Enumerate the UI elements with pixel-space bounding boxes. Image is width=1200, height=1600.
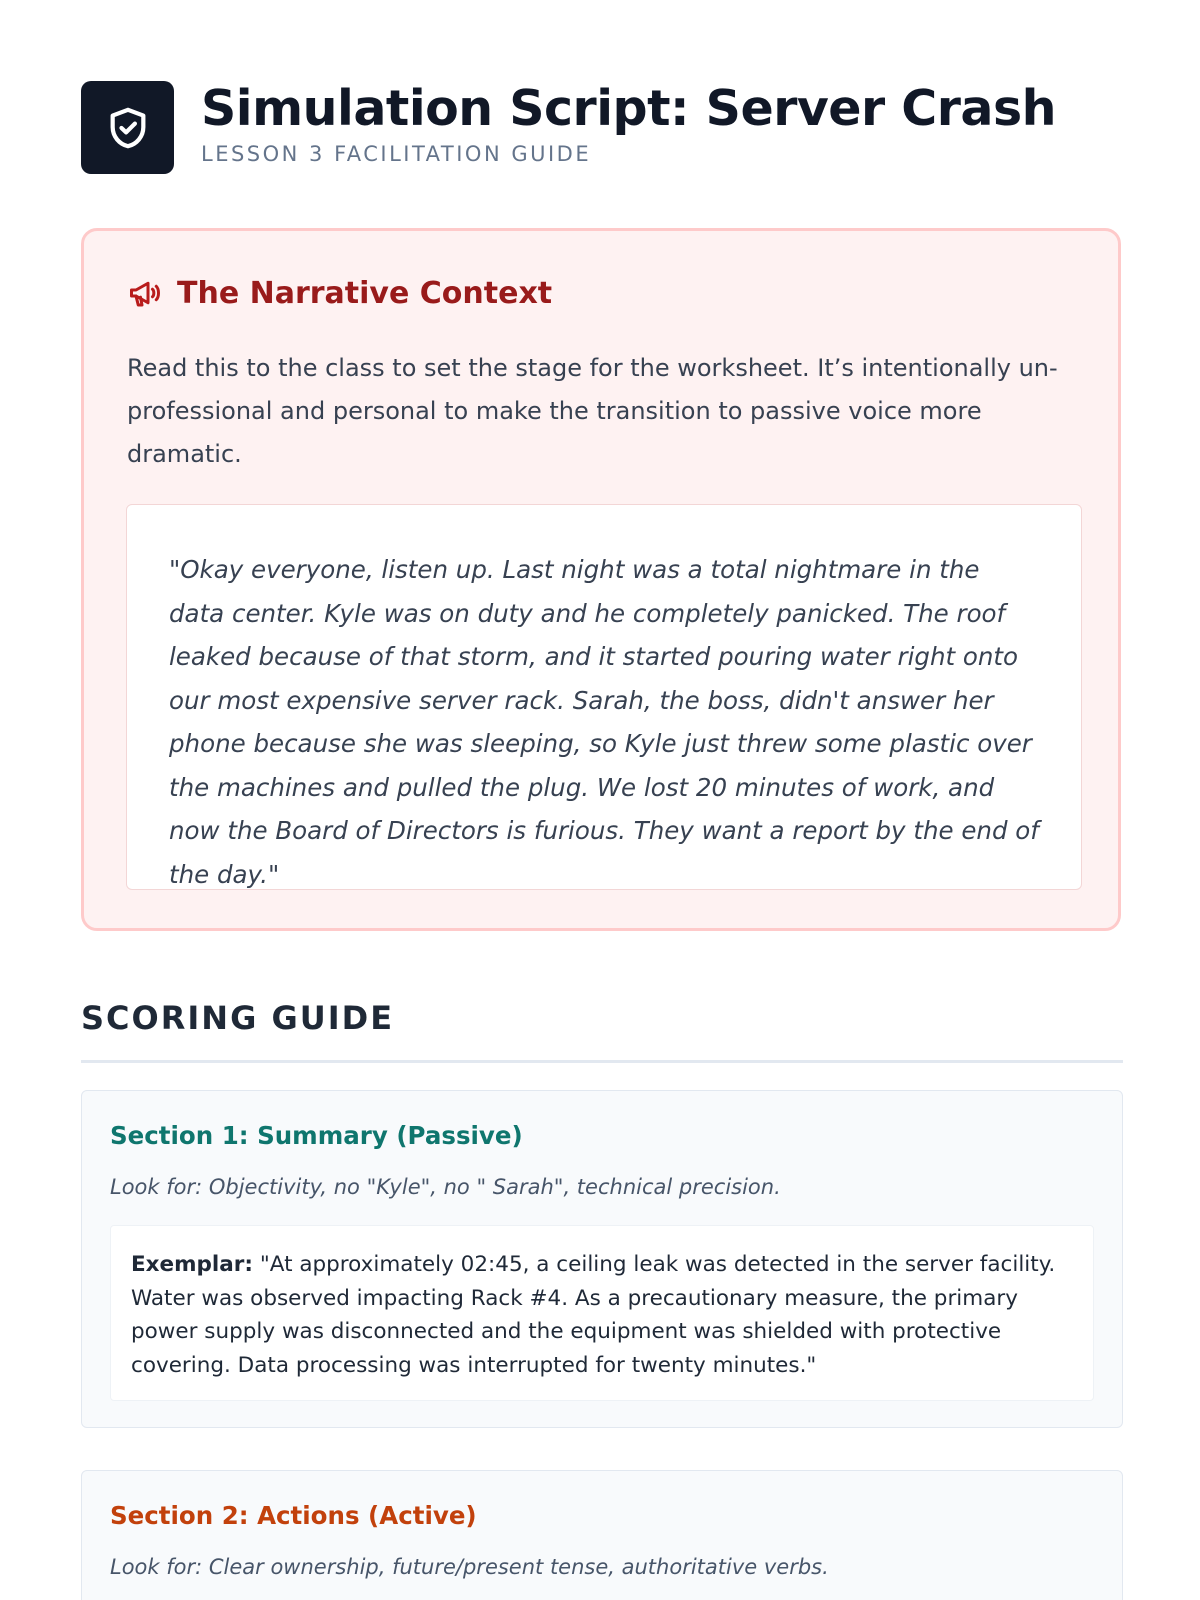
shield-check-icon [105, 105, 151, 151]
narrative-title: The Narrative Context [177, 275, 553, 311]
title-block [201, 81, 1056, 167]
page-subtitle: LESSON 3 FACILITATION GUIDE [201, 142, 592, 166]
look-for-text: Look for: Clear ownership, future/present tense, authoritative verbs. [110, 1555, 829, 1579]
page-title: Simulation Script: Server Crash [201, 80, 1056, 137]
scoring-guide-divider [81, 1060, 1123, 1063]
narrative-intro: Read this to the class to set the stage for the worksheet. It’s intentionally un-professional and personal to make the transition to passive voice more dramatic. [127, 354, 1058, 468]
narrative-quote: "Okay everyone, listen up. Last night was a total nightmare in the data center. Kyle was on duty and he completely panicked. The roof leaked because of that storm, and it started pouring water right onto our most expensive server rack. Sarah, the boss, didn't answer her phone because she was sleeping, so Kyle just threw some plastic over the machines and pulled the plug. We lost 20 minutes of work, and now the Board of Directors is furious. They want a report by the end of the day." [169, 555, 1039, 889]
exemplar-text: "At approximately 02:45, a ceiling leak was detected in the server facility. Water was observed impacting Rack #4. As a precautionary measure, the primary power supply was disconnected and the equipment was shielded with protective covering. Data processing was interrupted for twenty minutes." [131, 1252, 1056, 1378]
narrative-heading [127, 275, 552, 311]
narrative-quote-box [126, 504, 1082, 890]
exemplar-label: Exemplar: [131, 1252, 254, 1277]
page-header [81, 81, 1056, 174]
logo [81, 81, 174, 174]
section-card-summary [81, 1090, 1123, 1428]
section-card-actions [81, 1470, 1123, 1600]
megaphone-icon [127, 275, 163, 311]
look-for-text: Look for: Objectivity, no "Kyle", no " Sarah", technical precision. [110, 1175, 781, 1199]
scoring-guide-title: SCORING GUIDE [81, 999, 395, 1037]
section-heading: Section 1: Summary (Passive) [110, 1121, 523, 1150]
section-heading: Section 2: Actions (Active) [110, 1501, 477, 1530]
narrative-context-panel [81, 228, 1121, 931]
exemplar-box [110, 1225, 1094, 1401]
